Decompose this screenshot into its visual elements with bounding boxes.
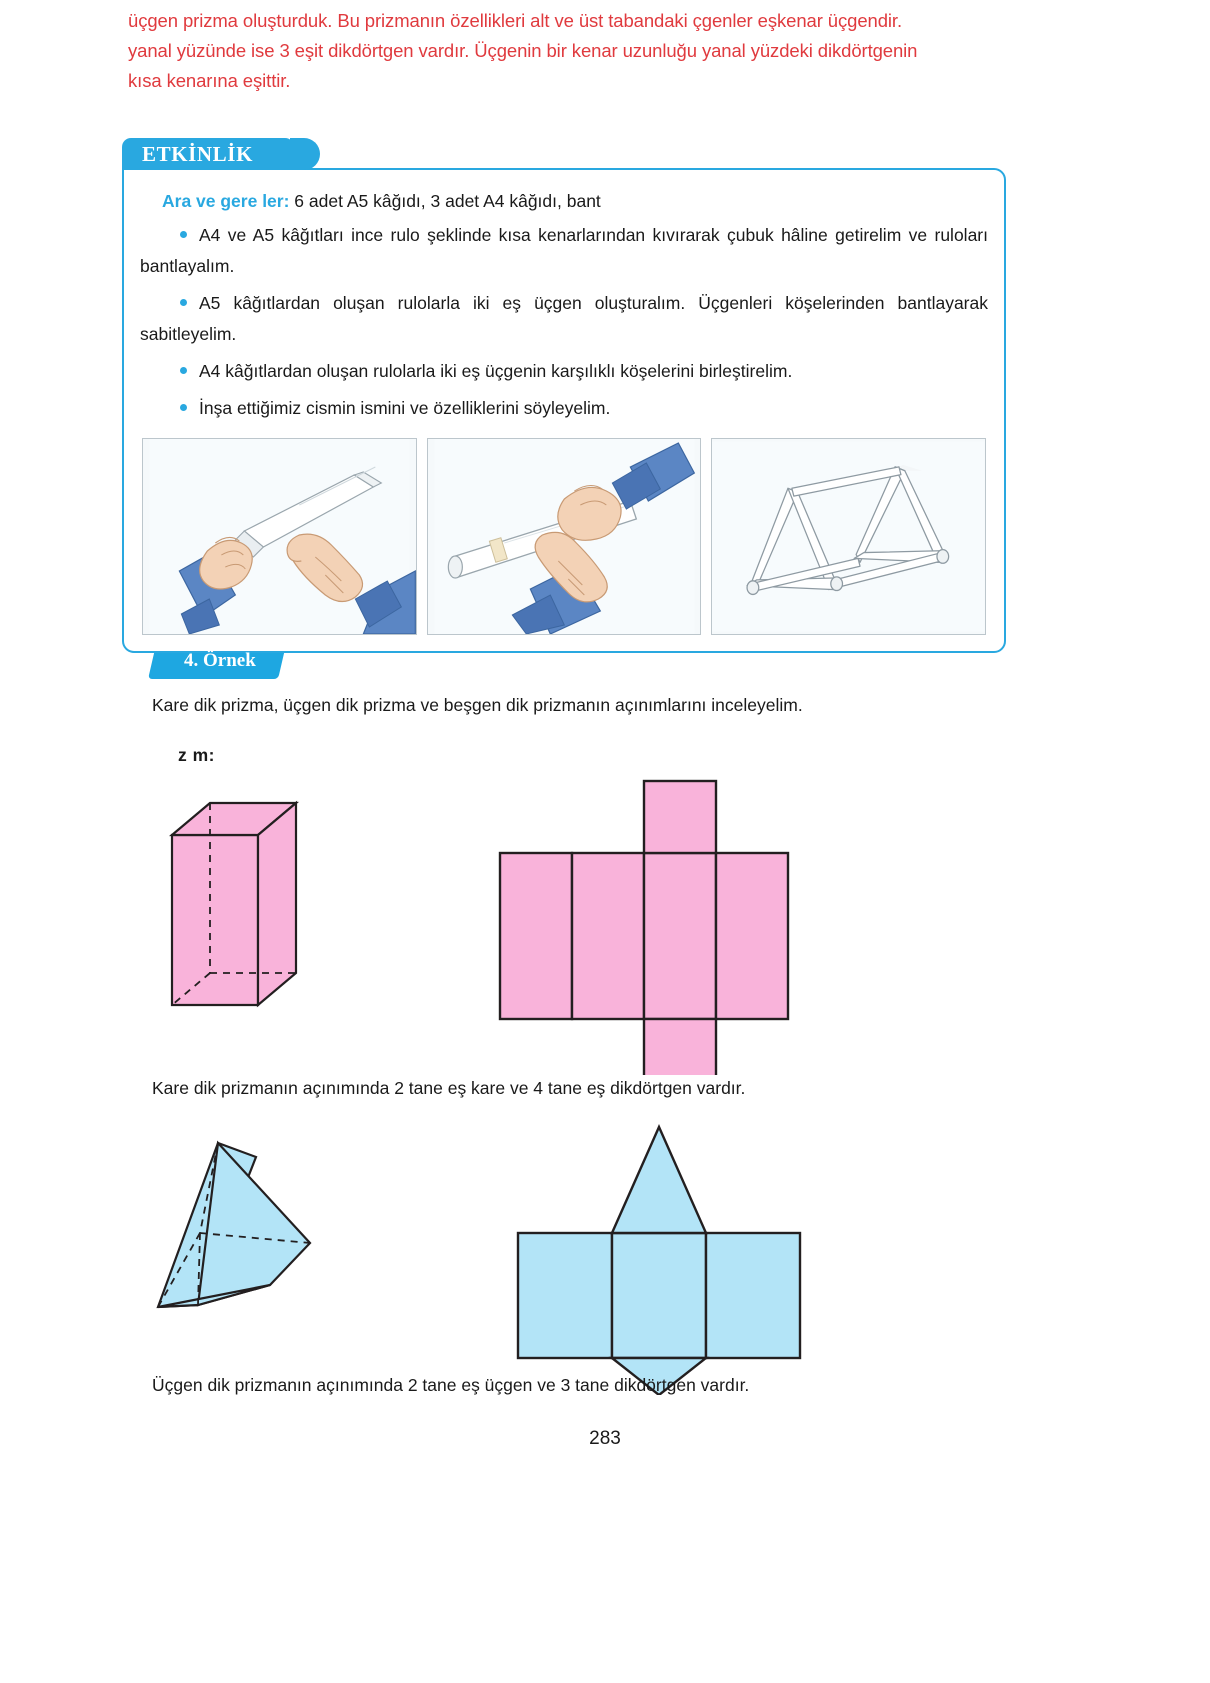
example-tab-label: 4. Örnek — [184, 650, 256, 671]
activity-bullet-4-text: İnşa ettiğimiz cismin ismini ve özelliklerini söyleyelim. — [199, 398, 611, 418]
square-prism-net — [500, 781, 788, 1075]
materials-value: 6 adet A5 kâğıdı, 3 adet A4 kâğıdı, bant — [289, 191, 601, 211]
intro-paragraph: üçgen prizma oluşturduk. Bu prizmanın özellikleri alt ve üst tabandaki çgenler eşkenar üçgendir. yanal yüzünde ise 3 eşit dikdörtgen vardır. Üçgenin bir kenar uzunluğu yanal yüzdeki dikdörtgenin kısa kenarına eşittir. — [128, 10, 918, 91]
activity-bullet-1 — [140, 220, 988, 282]
activity-box — [122, 138, 1006, 653]
page-number: 283 — [589, 1428, 621, 1449]
photo-triangular-prism-frame — [711, 438, 986, 635]
photo-rolling-paper-tube — [142, 438, 417, 635]
triangular-prism-caption: Üçgen dik prizmanın açınımında 2 tane eş üçgen ve 3 tane dikdörtgen vardır. — [152, 1375, 750, 1395]
activity-bullet-2-text: A5 kâğıtlardan oluşan rulolarla iki eş üçgen oluşturalım. Üçgenleri köşelerinden bantlayarak sabitleyelim. — [140, 293, 988, 344]
bullet-dot-icon — [180, 231, 187, 238]
activity-tab-label: ETKİNLİK — [142, 142, 253, 166]
activity-bullet-3 — [140, 356, 988, 387]
activity-bullet-1-text: A4 ve A5 kâğıtları ince rulo şeklinde kısa kenarlarından kıvırarak çubuk hâline getirelim ve ruloları bantlayalım. — [140, 225, 988, 276]
activity-bullet-4 — [140, 393, 988, 424]
figure-square-prism — [150, 775, 1050, 1075]
figure-triangular-prism — [150, 1105, 1050, 1395]
example-sentence: Kare dik prizma, üçgen dik prizma ve beşgen dik prizmanın açınımlarını inceleyelim. — [152, 695, 803, 715]
triangular-prism-net — [518, 1127, 800, 1395]
solution-label: z m: — [178, 745, 215, 765]
bullet-dot-icon — [180, 367, 187, 374]
activity-photo-strip — [140, 438, 988, 635]
materials-label: Ara ve gere ler: — [162, 191, 290, 211]
photo-taping-tube — [427, 438, 702, 635]
activity-tab — [122, 138, 294, 170]
materials-line — [162, 188, 988, 214]
bullet-dot-icon — [180, 404, 187, 411]
activity-bullet-2 — [140, 288, 988, 350]
activity-bullet-3-text: A4 kâğıtlardan oluşan rulolarla iki eş üçgenin karşılıklı köşelerini birleştirelim. — [199, 361, 793, 381]
activity-body — [122, 168, 1006, 653]
bullet-dot-icon — [180, 299, 187, 306]
square-prism-caption: Kare dik prizmanın açınımında 2 tane eş kare ve 4 tane eş dikdörtgen vardır. — [152, 1078, 746, 1098]
triangular-prism-solid — [158, 1143, 310, 1307]
square-prism-solid — [172, 803, 296, 1005]
